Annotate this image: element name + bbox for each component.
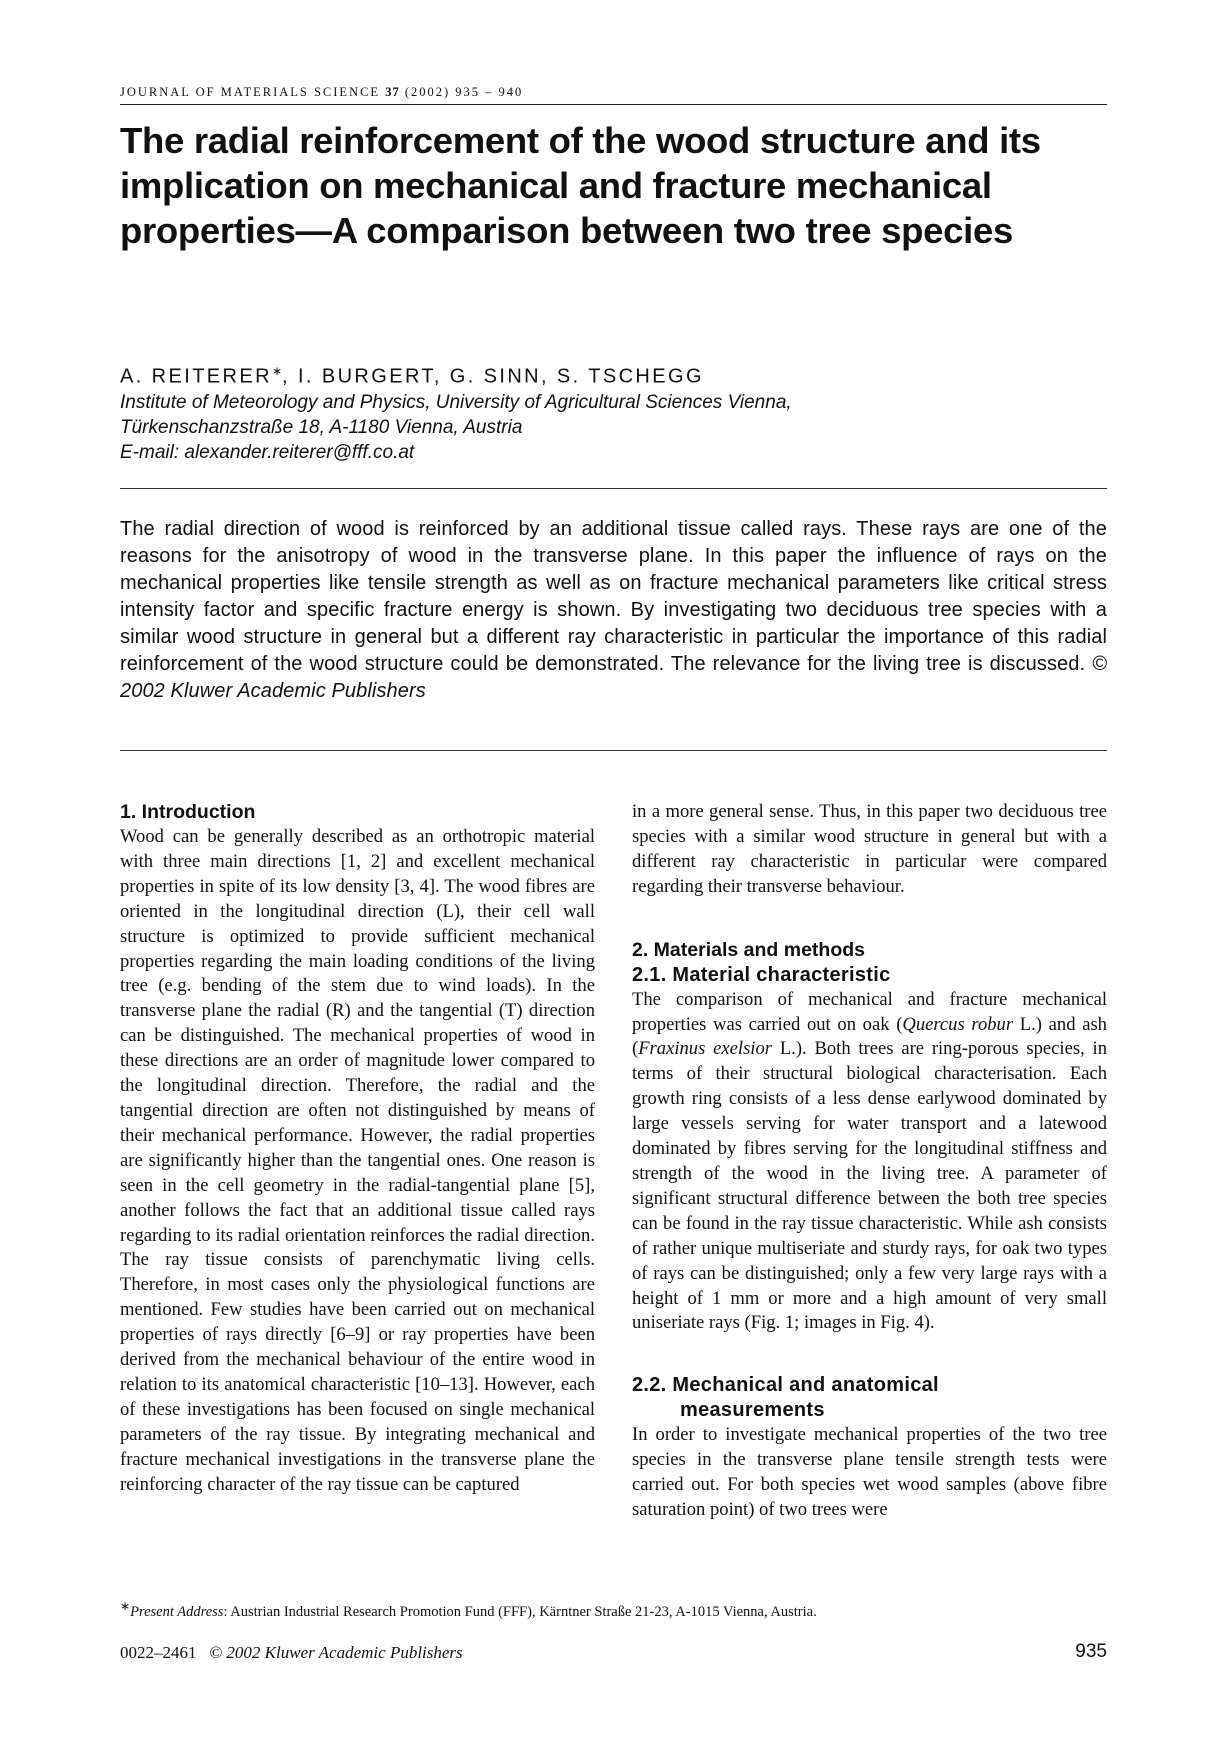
- issn: 0022–2461: [120, 1643, 197, 1662]
- abstract: [120, 516, 1107, 705]
- affiliation-line-1: Institute of Meteorology and Physics, University of Agricultural Sciences Vienna,: [120, 392, 792, 413]
- species-oak: Quercus robur: [902, 1013, 1014, 1035]
- body-text: L.). Both trees are ring-porous species, in terms of their structural biological characterisation. Each growth ring consists of a less dense earlywood dominated by large vessels serving for water transport and a latewood dominated by fibres serving for the longitudinal stiffness and strength of the wood in the living tree. A parameter of significant structural difference between the both tree species can be found in the ray tissue characteristic. While ash consists of rather unique multiseriate and sturdy rays, for oak two types of rays can be distinguished; only a few very large rays with a height of 1 mm or more and a high amount of very small uniseriate rays (Fig. 1; images in Fig. 4).: [632, 1038, 1107, 1334]
- introduction-body: Wood can be generally described as an orthotropic material with three main directions [1, 2] and excellent mechanical properties in spite of its low density [3, 4]. The wood fibres are oriented in the longitudinal direction (L), their cell wall structure is optimized to provide sufficient mechanical properties regarding the main loading conditions of the living tree (e.g. bending of the stem due to wind loads). In the transverse plane the radial (R) and the tangential (T) direction can be distinguished. The mechanical properties of wood in these directions are an order of magnitude lower compared to the longitudinal direction. Therefore, the radial and the tangential direction are often not distinguished by means of their mechanical performance. However, the radial properties are significantly higher than the tangential ones. One reason is seen in the cell geometry in the radial-tangential plane [5], another follows the fact that an additional tissue called rays regarding to its radial orientation reinforces the radial direction. The ray tissue consists of parenchymatic living cells. Therefore, in most cases only the physiological functions are mentioned. Few studies have been carried out on mechanical properties of rays directly [6–9] or ray properties have been derived from the mechanical behaviour of the entire wood in relation to its anatomical characteristic [10–13]. However, each of these investigations has been focused on single mechanical parameters of the ray tissue. By integrating mechanical and fracture mechanical investigations in the transverse plane the reinforcing character of the ray tissue can be captured: [120, 826, 595, 1495]
- author-list: [120, 364, 704, 389]
- left-column: [120, 800, 595, 1497]
- subsection-heading-material-characteristic: 2.1. Material characteristic: [632, 963, 891, 986]
- footnote-text: : Austrian Industrial Research Promotion Fund (FFF), Kärntner Straße 21-23, A-1015 Vienna, Austria.: [223, 1603, 817, 1620]
- paper-title: The radial reinforcement of the wood structure and its implication on mechanical and fracture mechanical properties—A comparison between two tree species: [120, 120, 1041, 251]
- body-text: L.) and ash (: [632, 1013, 1107, 1060]
- author-first: A. REITERER: [120, 365, 272, 388]
- abstract-text: The radial direction of wood is reinforced by an additional tissue called rays. These rays are one of the reasons for the anisotropy of wood in the transverse plane. In this paper the influence of rays on the mechanical properties like tensile strength as well as on fracture mechanical parameters like critical stress intensity factor and specific fracture energy is shown. By investigating two deciduous tree species with a similar wood structure in general but a different ray characteristic in particular the importance of this radial reinforcement of the wood structure could be demonstrated. The relevance for the living tree is discussed.: [120, 518, 1107, 675]
- right-column: [632, 800, 1107, 1523]
- running-head: [120, 85, 1107, 105]
- abstract-top-rule: [120, 488, 1107, 489]
- journal-year-pages: (2002) 935 – 940: [404, 85, 524, 99]
- page-number: 935: [1075, 1641, 1107, 1662]
- footer-issn-publisher: [120, 1643, 463, 1663]
- footnote-label: Present Address: [130, 1603, 224, 1620]
- affiliation-line-2: Türkenschanzstraße 18, A-1180 Vienna, Austria: [120, 417, 523, 438]
- heading-line-1: 2.2. Mechanical and anatomical: [632, 1374, 939, 1397]
- journal-volume: 37: [385, 85, 400, 99]
- affiliation-email: E-mail: alexander.reiterer@fff.co.at: [120, 442, 415, 463]
- section-heading-materials-methods: 2. Materials and methods: [632, 938, 865, 961]
- footer-publisher: © 2002 Kluwer Academic Publishers: [209, 1643, 463, 1662]
- introduction-continuation: in a more general sense. Thus, in this paper two deciduous tree species with a similar wood structure in general but with a different ray characteristic in particular were compared regarding their transverse behaviour.: [632, 801, 1107, 897]
- heading-line-2: measurements: [680, 1399, 825, 1422]
- abstract-copyright: © 2002 Kluwer Academic Publishers: [120, 653, 1107, 702]
- author-footnote-mark: ∗: [271, 364, 283, 378]
- footnote-mark: ∗: [120, 1599, 131, 1613]
- material-characteristic-body: [632, 988, 1107, 1337]
- affiliation: [120, 390, 1107, 465]
- abstract-bottom-rule: [120, 750, 1107, 751]
- measurements-body: In order to investigate mechanical properties of the two tree species in the transverse plane tensile strength tests were carried out. For both species wet wood samples (above fibre saturation point) of two trees were: [632, 1424, 1107, 1521]
- author-rest: , I. BURGERT, G. SINN, S. TSCHEGG: [282, 365, 704, 388]
- footnote: [120, 1599, 1107, 1621]
- species-ash: Fraxinus exelsior: [638, 1038, 773, 1060]
- section-heading-introduction: 1. Introduction: [120, 801, 256, 823]
- body-text: The comparison of mechanical and fracture mechanical properties was carried out on oak (: [632, 988, 1107, 1035]
- subsection-heading-measurements: [632, 1373, 1107, 1423]
- journal-name: JOURNAL OF MATERIALS SCIENCE: [120, 85, 381, 99]
